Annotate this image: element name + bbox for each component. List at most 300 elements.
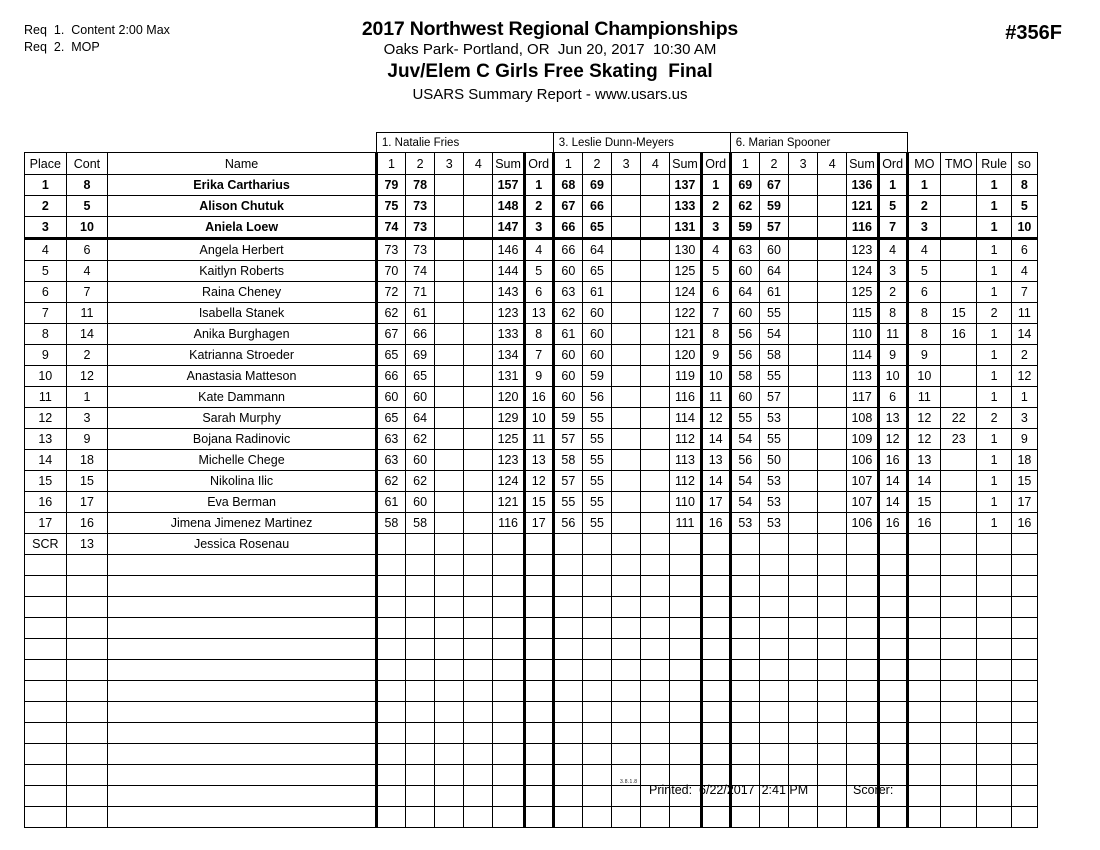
cell-mo: 6 bbox=[907, 282, 940, 303]
cell-score bbox=[670, 660, 701, 681]
cell-j1-score1: 73 bbox=[376, 239, 405, 261]
cell-j3-score1: 54 bbox=[730, 429, 759, 450]
cell-j1-ord: 8 bbox=[524, 324, 553, 345]
cell-score bbox=[641, 681, 670, 702]
empty-row bbox=[25, 744, 1038, 765]
cell-j2-score1: 66 bbox=[553, 217, 582, 239]
cell-rule: 2 bbox=[977, 303, 1011, 324]
cell-j1-score2: 74 bbox=[406, 261, 435, 282]
cell-score bbox=[464, 618, 493, 639]
column-header-mo: MO bbox=[907, 153, 940, 175]
cell-score bbox=[435, 597, 464, 618]
cell-so: 5 bbox=[1011, 196, 1037, 217]
cell-mo bbox=[907, 639, 940, 660]
cell-j1-sum: 125 bbox=[493, 429, 524, 450]
cell-j1-score3 bbox=[435, 492, 464, 513]
cell-score bbox=[612, 702, 641, 723]
cell-j1-score2 bbox=[406, 534, 435, 555]
cell-j1-sum: 133 bbox=[493, 324, 524, 345]
table-row bbox=[25, 513, 1038, 534]
cell-j1-score4 bbox=[464, 471, 493, 492]
cell-so bbox=[1011, 576, 1037, 597]
cell-rule: 1 bbox=[977, 513, 1011, 534]
cell-j1-ord: 3 bbox=[524, 217, 553, 239]
cell-j1-score3 bbox=[435, 534, 464, 555]
cell-score bbox=[878, 555, 907, 576]
cell-score bbox=[789, 576, 818, 597]
cell-score bbox=[553, 555, 582, 576]
cell-j3-score3 bbox=[789, 513, 818, 534]
cell-score bbox=[493, 555, 524, 576]
cell-so: 16 bbox=[1011, 513, 1037, 534]
cell-place: 16 bbox=[25, 492, 67, 513]
cell-tmo bbox=[941, 239, 977, 261]
table-row bbox=[25, 366, 1038, 387]
table-row bbox=[25, 239, 1038, 261]
cell-score bbox=[493, 702, 524, 723]
cell-j3-score1: 62 bbox=[730, 196, 759, 217]
cell-j3-score1 bbox=[730, 534, 759, 555]
cell-j3-score2: 53 bbox=[759, 408, 788, 429]
cell-j3-score4 bbox=[818, 261, 847, 282]
cell-score bbox=[553, 576, 582, 597]
cell-score bbox=[493, 618, 524, 639]
cell-j3-score1: 53 bbox=[730, 513, 759, 534]
cell-name bbox=[108, 555, 377, 576]
cell-j3-score3 bbox=[789, 429, 818, 450]
cell-j1-sum: 116 bbox=[493, 513, 524, 534]
cell-j3-ord: 3 bbox=[878, 261, 907, 282]
cell-j3-sum: 107 bbox=[847, 471, 878, 492]
cell-j3-score3 bbox=[789, 282, 818, 303]
cell-score bbox=[612, 807, 641, 828]
cell-rule bbox=[977, 618, 1011, 639]
cell-score bbox=[818, 723, 847, 744]
cell-score bbox=[818, 618, 847, 639]
cell-j2-score2: 55 bbox=[582, 513, 611, 534]
cell-j2-score2: 66 bbox=[582, 196, 611, 217]
cell-score bbox=[670, 744, 701, 765]
cell-score bbox=[641, 807, 670, 828]
cell-j3-score4 bbox=[818, 282, 847, 303]
cell-score bbox=[464, 660, 493, 681]
cell-j2-score2: 60 bbox=[582, 345, 611, 366]
cell-j3-score3 bbox=[789, 196, 818, 217]
cell-j3-score2: 59 bbox=[759, 196, 788, 217]
cell-score bbox=[376, 576, 405, 597]
cell-place bbox=[25, 618, 67, 639]
cell-j1-ord: 10 bbox=[524, 408, 553, 429]
cell-j2-score3 bbox=[612, 408, 641, 429]
cell-rule bbox=[977, 723, 1011, 744]
cell-place: 10 bbox=[25, 366, 67, 387]
cell-cont: 10 bbox=[66, 217, 108, 239]
cell-j2-score4 bbox=[641, 450, 670, 471]
cell-cont: 11 bbox=[66, 303, 108, 324]
cell-score bbox=[670, 576, 701, 597]
cell-j2-score2: 59 bbox=[582, 366, 611, 387]
cell-cont: 17 bbox=[66, 492, 108, 513]
table-row bbox=[25, 217, 1038, 239]
cell-j1-score4 bbox=[464, 345, 493, 366]
cell-j1-score2: 69 bbox=[406, 345, 435, 366]
cell-score bbox=[641, 597, 670, 618]
cell-j3-score3 bbox=[789, 324, 818, 345]
cell-tmo bbox=[941, 513, 977, 534]
cell-j3-score2: 60 bbox=[759, 239, 788, 261]
cell-j1-score2: 60 bbox=[406, 492, 435, 513]
cell-place: 4 bbox=[25, 239, 67, 261]
cell-name bbox=[108, 639, 377, 660]
cell-tmo bbox=[941, 492, 977, 513]
cell-so: 17 bbox=[1011, 492, 1037, 513]
cell-rule bbox=[977, 555, 1011, 576]
cell-j2-sum: 125 bbox=[670, 261, 701, 282]
cell-j3-ord: 12 bbox=[878, 429, 907, 450]
cell-j3-sum: 113 bbox=[847, 366, 878, 387]
cell-score bbox=[670, 702, 701, 723]
cell-j3-score1: 54 bbox=[730, 471, 759, 492]
cell-j1-score4 bbox=[464, 429, 493, 450]
cell-so bbox=[1011, 555, 1037, 576]
empty-row bbox=[25, 555, 1038, 576]
cell-so: 11 bbox=[1011, 303, 1037, 324]
cell-j3-score4 bbox=[818, 239, 847, 261]
cell-place: 6 bbox=[25, 282, 67, 303]
cell-score bbox=[730, 702, 759, 723]
cell-place bbox=[25, 702, 67, 723]
cell-j3-score4 bbox=[818, 345, 847, 366]
cell-j1-score2: 73 bbox=[406, 217, 435, 239]
cell-mo bbox=[907, 576, 940, 597]
cell-j3-score2: 57 bbox=[759, 217, 788, 239]
cell-score bbox=[464, 807, 493, 828]
cell-j2-score3 bbox=[612, 471, 641, 492]
cell-j3-ord: 9 bbox=[878, 345, 907, 366]
table-row bbox=[25, 282, 1038, 303]
cell-score bbox=[847, 576, 878, 597]
cell-mo: 10 bbox=[907, 366, 940, 387]
cell-j2-score3 bbox=[612, 239, 641, 261]
cell-rule bbox=[977, 807, 1011, 828]
cell-mo: 4 bbox=[907, 239, 940, 261]
cell-j1-score2: 61 bbox=[406, 303, 435, 324]
cell-so: 3 bbox=[1011, 408, 1037, 429]
cell-place: 9 bbox=[25, 345, 67, 366]
cell-j3-score1: 60 bbox=[730, 261, 759, 282]
table-row bbox=[25, 534, 1038, 555]
cell-mo bbox=[907, 660, 940, 681]
cell-rule: 1 bbox=[977, 345, 1011, 366]
cell-j2-score3 bbox=[612, 387, 641, 408]
cell-j3-ord: 2 bbox=[878, 282, 907, 303]
cell-score bbox=[759, 576, 788, 597]
cell-score bbox=[789, 597, 818, 618]
cell-score bbox=[730, 555, 759, 576]
cell-j2-sum: 133 bbox=[670, 196, 701, 217]
cell-rule: 1 bbox=[977, 282, 1011, 303]
cell-j3-sum: 106 bbox=[847, 450, 878, 471]
cell-j2-score2: 55 bbox=[582, 429, 611, 450]
cell-score bbox=[641, 660, 670, 681]
cell-place: 8 bbox=[25, 324, 67, 345]
cell-j1-score1: 62 bbox=[376, 303, 405, 324]
cell-score bbox=[670, 639, 701, 660]
cell-score bbox=[376, 639, 405, 660]
cell-j1-sum: 144 bbox=[493, 261, 524, 282]
competition-title: 2017 Northwest Regional Championships bbox=[361, 18, 739, 40]
cell-j3-score2: 55 bbox=[759, 366, 788, 387]
cell-j3-ord: 16 bbox=[878, 513, 907, 534]
column-header-j1-1: 1 bbox=[376, 153, 405, 175]
cell-score bbox=[524, 618, 553, 639]
cell-j3-sum: 121 bbox=[847, 196, 878, 217]
venue-datetime: Oaks Park- Portland, OR Jun 20, 2017 10:30 AM bbox=[383, 41, 717, 58]
cell-j1-score4 bbox=[464, 282, 493, 303]
cell-j1-score4 bbox=[464, 217, 493, 239]
cell-mo: 3 bbox=[907, 217, 940, 239]
table-row bbox=[25, 492, 1038, 513]
cell-j3-ord: 4 bbox=[878, 239, 907, 261]
cell-j3-score1: 60 bbox=[730, 387, 759, 408]
cell-j3-score4 bbox=[818, 513, 847, 534]
cell-name bbox=[108, 702, 377, 723]
cell-j2-score4 bbox=[641, 239, 670, 261]
table-row bbox=[25, 387, 1038, 408]
cell-j3-score1: 58 bbox=[730, 366, 759, 387]
cell-j3-sum: 115 bbox=[847, 303, 878, 324]
cell-j2-sum: 111 bbox=[670, 513, 701, 534]
cell-rule bbox=[977, 597, 1011, 618]
cell-j2-score1: 67 bbox=[553, 196, 582, 217]
table-row bbox=[25, 450, 1038, 471]
empty-row bbox=[25, 660, 1038, 681]
cell-j3-sum: 124 bbox=[847, 261, 878, 282]
cell-rule bbox=[977, 660, 1011, 681]
cell-j2-sum: 131 bbox=[670, 217, 701, 239]
cell-score bbox=[464, 576, 493, 597]
cell-score bbox=[701, 744, 730, 765]
cell-j3-score4 bbox=[818, 387, 847, 408]
cell-j2-score2: 55 bbox=[582, 408, 611, 429]
cell-score bbox=[847, 681, 878, 702]
cell-j3-score4 bbox=[818, 534, 847, 555]
cell-score bbox=[582, 744, 611, 765]
cell-j3-score3 bbox=[789, 217, 818, 239]
cell-score bbox=[701, 702, 730, 723]
cell-rule bbox=[977, 702, 1011, 723]
cell-score bbox=[435, 723, 464, 744]
cell-score bbox=[464, 681, 493, 702]
cell-j2-score3 bbox=[612, 450, 641, 471]
cell-score bbox=[524, 555, 553, 576]
cell-score bbox=[730, 723, 759, 744]
cell-so: 12 bbox=[1011, 366, 1037, 387]
cell-j2-score2: 65 bbox=[582, 217, 611, 239]
cell-j1-score2: 64 bbox=[406, 408, 435, 429]
cell-place: 11 bbox=[25, 387, 67, 408]
cell-j1-score2: 62 bbox=[406, 471, 435, 492]
cell-j1-score4 bbox=[464, 513, 493, 534]
cell-score bbox=[641, 555, 670, 576]
cell-j1-ord: 4 bbox=[524, 239, 553, 261]
cell-score bbox=[612, 744, 641, 765]
cell-j1-score2: 62 bbox=[406, 429, 435, 450]
cell-j1-sum: 124 bbox=[493, 471, 524, 492]
cell-score bbox=[582, 807, 611, 828]
judgebar-spacer-right bbox=[907, 133, 1037, 153]
cell-j2-score2: 60 bbox=[582, 324, 611, 345]
cell-j2-score4 bbox=[641, 303, 670, 324]
cell-j3-sum: 107 bbox=[847, 492, 878, 513]
cell-rule: 1 bbox=[977, 429, 1011, 450]
cell-score bbox=[435, 555, 464, 576]
cell-mo bbox=[907, 597, 940, 618]
cell-j2-score2: 60 bbox=[582, 303, 611, 324]
cell-j3-score2: 58 bbox=[759, 345, 788, 366]
cell-j2-score4 bbox=[641, 366, 670, 387]
cell-so bbox=[1011, 534, 1037, 555]
cell-mo: 5 bbox=[907, 261, 940, 282]
cell-j2-sum: 124 bbox=[670, 282, 701, 303]
cell-j1-score1: 58 bbox=[376, 513, 405, 534]
cell-score bbox=[759, 723, 788, 744]
cell-score bbox=[730, 807, 759, 828]
table-row bbox=[25, 345, 1038, 366]
cell-j2-score3 bbox=[612, 429, 641, 450]
cell-name: Anastasia Matteson bbox=[108, 366, 377, 387]
cell-score bbox=[670, 618, 701, 639]
cell-j2-sum: 121 bbox=[670, 324, 701, 345]
cell-name bbox=[108, 681, 377, 702]
cell-j2-score1: 55 bbox=[553, 492, 582, 513]
cell-j1-ord: 11 bbox=[524, 429, 553, 450]
cell-score bbox=[612, 618, 641, 639]
cell-score bbox=[847, 660, 878, 681]
cell-name bbox=[108, 618, 377, 639]
cell-j3-ord: 5 bbox=[878, 196, 907, 217]
cell-j3-score2: 54 bbox=[759, 324, 788, 345]
cell-score bbox=[406, 660, 435, 681]
requirement-line-2: Req 2. MOP bbox=[24, 40, 100, 54]
cell-tmo bbox=[941, 639, 977, 660]
cell-j2-score2: 55 bbox=[582, 492, 611, 513]
cell-mo bbox=[907, 681, 940, 702]
cell-mo: 9 bbox=[907, 345, 940, 366]
cell-score bbox=[670, 807, 701, 828]
cell-j2-ord: 12 bbox=[701, 408, 730, 429]
cell-tmo bbox=[941, 261, 977, 282]
cell-so bbox=[1011, 639, 1037, 660]
cell-score bbox=[759, 555, 788, 576]
cell-score bbox=[524, 702, 553, 723]
cell-j2-score1: 58 bbox=[553, 450, 582, 471]
cell-score bbox=[730, 681, 759, 702]
cell-score bbox=[641, 744, 670, 765]
cell-score bbox=[789, 555, 818, 576]
cell-place: SCR bbox=[25, 534, 67, 555]
cell-j3-sum: 108 bbox=[847, 408, 878, 429]
cell-score bbox=[847, 744, 878, 765]
cell-score bbox=[612, 681, 641, 702]
cell-score bbox=[670, 681, 701, 702]
organization-line: USARS Summary Report - www.usars.us bbox=[412, 86, 688, 103]
empty-row bbox=[25, 702, 1038, 723]
judgebar-spacer bbox=[25, 133, 377, 153]
cell-j2-score4 bbox=[641, 387, 670, 408]
cell-j2-score3 bbox=[612, 366, 641, 387]
cell-score bbox=[435, 807, 464, 828]
cell-j3-ord: 11 bbox=[878, 324, 907, 345]
cell-score bbox=[701, 639, 730, 660]
cell-score bbox=[524, 723, 553, 744]
cell-j2-sum: 130 bbox=[670, 239, 701, 261]
cell-j1-ord: 16 bbox=[524, 387, 553, 408]
cell-j1-score3 bbox=[435, 408, 464, 429]
cell-score bbox=[582, 702, 611, 723]
cell-score bbox=[641, 576, 670, 597]
cell-so bbox=[1011, 681, 1037, 702]
cell-j1-score3 bbox=[435, 261, 464, 282]
cell-score bbox=[730, 597, 759, 618]
cell-score bbox=[376, 660, 405, 681]
cell-j2-ord: 14 bbox=[701, 471, 730, 492]
column-header-j3-1: 1 bbox=[730, 153, 759, 175]
cell-mo: 2 bbox=[907, 196, 940, 217]
cell-score bbox=[847, 597, 878, 618]
cell-score bbox=[376, 807, 405, 828]
cell-mo: 12 bbox=[907, 408, 940, 429]
cell-score bbox=[612, 723, 641, 744]
cell-tmo bbox=[941, 217, 977, 239]
empty-row bbox=[25, 807, 1038, 828]
cell-tmo bbox=[941, 597, 977, 618]
cell-score bbox=[582, 639, 611, 660]
cell-name: Kaitlyn Roberts bbox=[108, 261, 377, 282]
cell-tmo bbox=[941, 744, 977, 765]
cell-mo: 8 bbox=[907, 324, 940, 345]
cell-score bbox=[582, 576, 611, 597]
cell-score bbox=[789, 723, 818, 744]
cell-j2-score1 bbox=[553, 534, 582, 555]
cell-name: Nikolina Ilic bbox=[108, 471, 377, 492]
cell-score bbox=[789, 744, 818, 765]
cell-score bbox=[553, 681, 582, 702]
cell-j1-score4 bbox=[464, 175, 493, 196]
cell-j2-score4 bbox=[641, 282, 670, 303]
cell-score bbox=[730, 576, 759, 597]
cell-score bbox=[406, 702, 435, 723]
cell-score bbox=[847, 702, 878, 723]
cell-j3-score3 bbox=[789, 534, 818, 555]
cell-so bbox=[1011, 660, 1037, 681]
cell-j3-score3 bbox=[789, 492, 818, 513]
cell-j1-score2: 58 bbox=[406, 513, 435, 534]
cell-j2-score1: 61 bbox=[553, 324, 582, 345]
cell-score bbox=[878, 681, 907, 702]
cell-cont bbox=[66, 723, 108, 744]
column-header-rule: Rule bbox=[977, 153, 1011, 175]
cell-j2-score1: 66 bbox=[553, 239, 582, 261]
cell-tmo bbox=[941, 660, 977, 681]
cell-so: 18 bbox=[1011, 450, 1037, 471]
cell-score bbox=[464, 597, 493, 618]
cell-score bbox=[701, 723, 730, 744]
cell-j1-score3 bbox=[435, 303, 464, 324]
cell-score bbox=[553, 807, 582, 828]
cell-score bbox=[670, 555, 701, 576]
cell-j1-score1: 65 bbox=[376, 345, 405, 366]
